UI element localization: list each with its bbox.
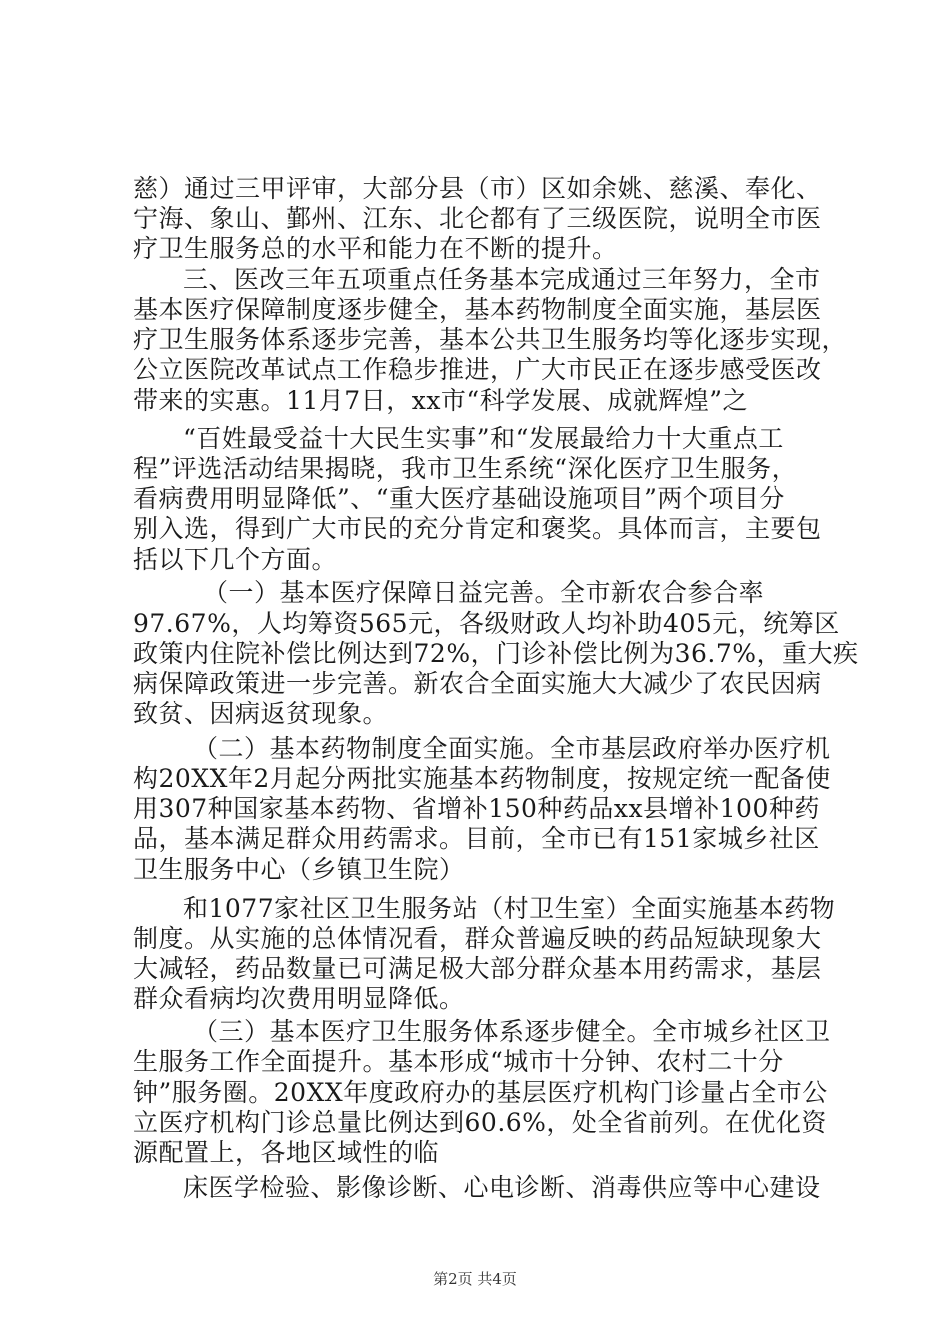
body-line: 立医疗机构门诊总量比例达到60.6%，处全省前列。在优化资 — [133, 1108, 827, 1137]
body-line: 疗卫生服务总的水平和能力在不断的提升。 — [133, 234, 618, 263]
body-line: 制度。从实施的总体情况看，群众普遍反映的药品短缺现象大 — [133, 924, 822, 953]
body-line: 政策内住院补偿比例达到72%，门诊补偿比例为36.7%，重大疾 — [133, 639, 859, 668]
body-line: 三、医改三年五项重点任务基本完成通过三年努力，全市 — [183, 265, 821, 294]
body-line: 品，基本满足群众用药需求。目前，全市已有151家城乡社区 — [133, 824, 820, 853]
body-line: 大减轻，药品数量已可满足极大部分群众基本用药需求，基层 — [133, 954, 822, 983]
body-line: 和1077家社区卫生服务站（村卫生室）全面实施基本药物 — [183, 894, 836, 923]
body-line: “百姓最受益十大民生实事”和“发展最给力十大重点工 — [183, 424, 784, 453]
body-line: （一）基本医疗保障日益完善。全市新农合参合率 — [203, 578, 765, 607]
body-line: 括以下几个方面。 — [133, 545, 338, 574]
body-line: 别入选，得到广大市民的充分肯定和褒奖。具体而言，主要包 — [133, 514, 822, 543]
body-line: 宁海、象山、鄞州、江东、北仑都有了三级医院，说明全市医 — [133, 204, 822, 233]
body-line: 群众看病均次费用明显降低。 — [133, 984, 465, 1013]
body-line: 床医学检验、影像诊断、心电诊断、消毒供应等中心建设 — [183, 1173, 821, 1202]
body-line: 97.67%，人均筹资565元，各级财政人均补助405元，统筹区 — [133, 609, 840, 638]
body-line: 公立医院改革试点工作稳步推进，广大市民正在逐步感受医改 — [133, 355, 822, 384]
body-line: 卫生服务中心（乡镇卫生院） — [133, 855, 465, 884]
body-line: 基本医疗保障制度逐步健全，基本药物制度全面实施，基层医 — [133, 295, 822, 324]
body-line: 慈）通过三甲评审，大部分县（市）区如余姚、慈溪、奉化、 — [133, 174, 822, 203]
page-footer: 第2页 共4页 — [433, 1270, 517, 1288]
body-line: 程”评选活动结果揭晓，我市卫生系统“深化医疗卫生服务， — [133, 454, 798, 483]
body-line: 用307种国家基本药物、省增补150种药品xx县增补100种药 — [133, 794, 820, 823]
body-line: 钟”服务圈。20XX年度政府办的基层医疗机构门诊量占全市公 — [133, 1078, 828, 1107]
body-line: 构20XX年2月起分两批实施基本药物制度，按规定统一配备使 — [133, 764, 831, 793]
body-line: 致贫、因病返贫现象。 — [133, 699, 389, 728]
body-line: 疗卫生服务体系逐步完善，基本公共卫生服务均等化逐步实现， — [133, 325, 848, 354]
body-line: 生服务工作全面提升。基本形成“城市十分钟、农村二十分 — [133, 1047, 784, 1076]
body-line: 病保障政策进一步完善。新农合全面实施大大减少了农民因病 — [133, 669, 822, 698]
body-line: （二）基本药物制度全面实施。全市基层政府举办医疗机 — [193, 734, 831, 763]
body-line: 带来的实惠。11月7日，xx市“科学发展、成就辉煌”之 — [133, 386, 748, 415]
body-line: （三）基本医疗卫生服务体系逐步健全。全市城乡社区卫 — [193, 1017, 831, 1046]
body-line: 看病费用明显降低”、“重大医疗基础设施项目”两个项目分 — [133, 484, 785, 513]
body-line: 源配置上，各地区域性的临 — [133, 1138, 440, 1167]
